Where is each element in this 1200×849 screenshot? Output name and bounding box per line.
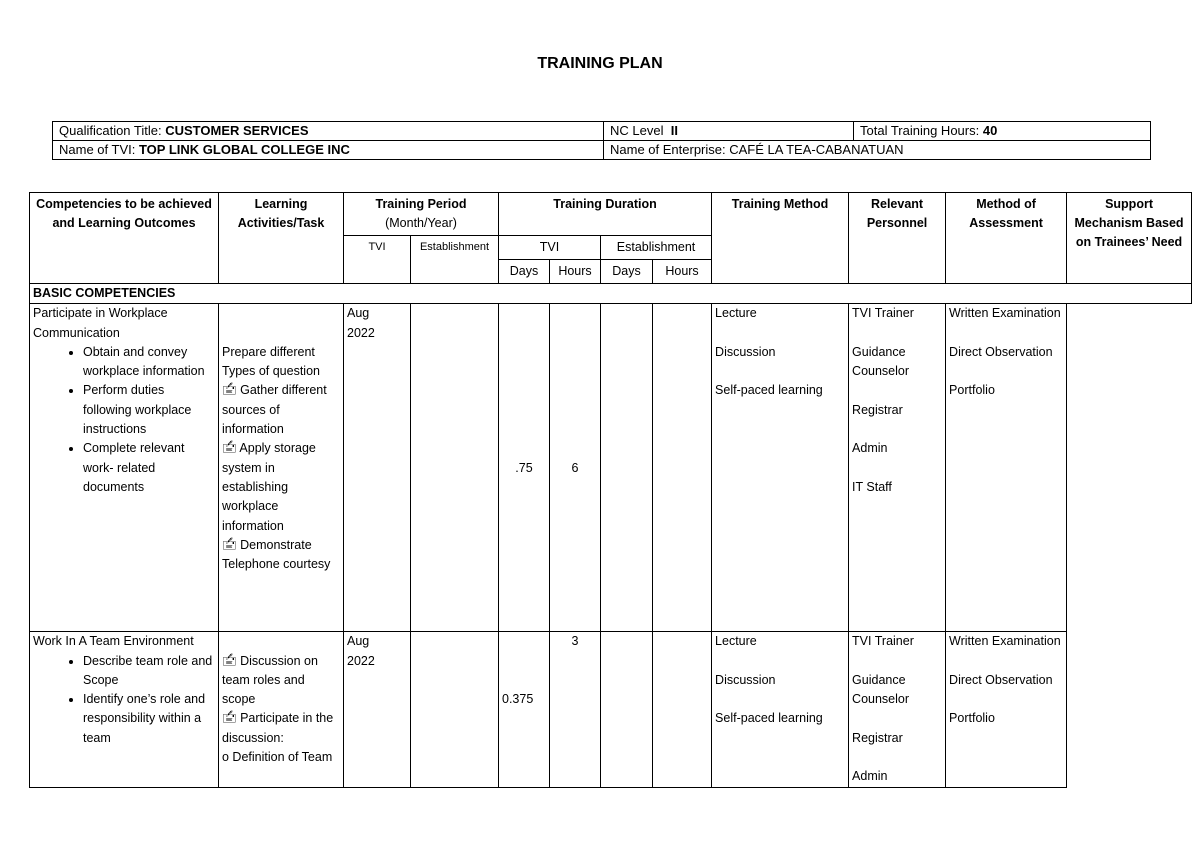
header-tvi-hours: Hours: [550, 260, 601, 284]
header-relevant-personnel: Relevant Personnel: [849, 193, 946, 284]
learning-outcome: • Describe team role and Scope: [83, 652, 215, 691]
header-duration-establishment: Establishment: [601, 236, 712, 260]
qualification-value: CUSTOMER SERVICES: [165, 123, 309, 138]
header-est-days: Days: [601, 260, 653, 284]
header-duration-tvi: TVI: [499, 236, 601, 260]
page-title: TRAINING PLAN: [537, 55, 663, 72]
period-establishment-cell: [411, 304, 499, 632]
est-hours-cell: [653, 632, 712, 787]
training-method: Self-paced learning: [715, 711, 823, 726]
learning-activity: 🖆 Participate in the discussion:: [222, 711, 334, 745]
training-method: Discussion: [715, 672, 776, 687]
assessment-item: Written Examination: [949, 306, 1061, 321]
enterprise-label: Name of Enterprise:: [610, 142, 726, 157]
header-training-period: [344, 193, 499, 236]
training-method: Lecture: [715, 306, 757, 321]
period-tvi-cell: [344, 304, 411, 632]
learning-activity: 🖆 Gather different sources of information: [222, 383, 327, 437]
period-year: 2022: [347, 653, 375, 668]
training-method-cell: [712, 304, 849, 632]
training-method: Lecture: [715, 634, 757, 649]
period-year: 2022: [347, 325, 375, 340]
est-days-cell: [601, 632, 653, 787]
learning-outcome: • Perform duties following workplace instructions: [83, 381, 215, 439]
qualification-label: Qualification Title:: [59, 123, 162, 138]
personnel-item: Guidance Counselor: [852, 672, 910, 707]
enterprise-cell: [604, 141, 1151, 160]
qualification-info-table: [52, 121, 1151, 160]
total-hours-cell: [854, 122, 1151, 141]
learning-outcome: • Complete relevant work- related documents: [83, 439, 215, 497]
learning-outcome: • Obtain and convey workplace information: [83, 343, 215, 382]
tvi-days-cell: [499, 632, 550, 787]
learning-activity: 🖆 Apply storage system in establishing workplace information: [222, 441, 316, 533]
nc-level-label: NC Level: [610, 123, 664, 138]
nc-level-value: II: [670, 123, 678, 138]
training-method-cell: [712, 632, 849, 787]
learning-outcomes-list: [33, 652, 215, 748]
section-basic-competencies: BASIC COMPETENCIES: [30, 284, 1192, 304]
period-month: Aug: [347, 306, 370, 321]
header-competencies: Competencies to be achieved and Learning Outcomes: [30, 193, 219, 284]
assessment-item: Portfolio: [949, 383, 995, 398]
header-est-hours: Hours: [653, 260, 712, 284]
support-mechanism-cell: [1067, 304, 1192, 632]
header-period-label: Training Period: [375, 197, 467, 211]
est-hours-cell: [653, 304, 712, 632]
tvi-name-cell: [53, 141, 604, 160]
period-tvi-cell: [344, 632, 411, 787]
personnel-cell: [849, 632, 946, 787]
enterprise-value: CAFÉ LA TEA-CABANATUAN: [729, 142, 904, 157]
header-method-assessment: Method of Assessment: [946, 193, 1067, 284]
tvi-days-cell: [499, 304, 550, 632]
personnel-item: IT Staff: [852, 479, 892, 494]
period-month: Aug: [347, 634, 370, 649]
tvi-hours-cell: [550, 304, 601, 632]
personnel-item: Registrar: [852, 402, 903, 417]
learning-activity: 🖆 Demonstrate Telephone courtesy: [222, 537, 331, 572]
tvi-value: TOP LINK GLOBAL COLLEGE INC: [138, 142, 350, 157]
assessment-item: Direct Observation: [949, 672, 1053, 687]
header-period-tvi: TVI: [344, 236, 411, 284]
learning-outcomes-list: [33, 343, 215, 497]
competency-cell: [30, 632, 219, 787]
learning-activity: Prepare different Types of question: [222, 344, 320, 379]
header-tvi-days: Days: [499, 260, 550, 284]
tvi-label: Name of TVI:: [59, 142, 136, 157]
support-mechanism-cell: [1067, 632, 1192, 787]
tvi-days-value: .75: [515, 460, 533, 475]
assessment-cell: [946, 632, 1067, 787]
header-support-mechanism: Support Mechanism Based on Trainees’ Need: [1067, 193, 1192, 284]
nc-level-cell: [604, 122, 854, 141]
header-activities: Learning Activities/Task: [219, 193, 344, 284]
personnel-item: Admin: [852, 441, 888, 456]
training-method: Discussion: [715, 344, 776, 359]
period-establishment-cell: [411, 632, 499, 787]
training-method: Self-paced learning: [715, 383, 823, 398]
learning-outcome: • Identify one’s role and responsibility within a team: [83, 690, 215, 748]
qualification-title-cell: [53, 122, 604, 141]
competency-title: Participate in Workplace Communication: [33, 306, 168, 340]
header-training-method: Training Method: [712, 193, 849, 284]
header-period-sub: (Month/Year): [385, 216, 457, 230]
tvi-hours-cell: [550, 632, 601, 787]
total-hours-value: 40: [982, 123, 998, 138]
personnel-item: Guidance Counselor: [852, 344, 910, 379]
est-days-cell: [601, 304, 653, 632]
assessment-item: Portfolio: [949, 711, 995, 726]
assessment-cell: [946, 304, 1067, 632]
personnel-cell: [849, 304, 946, 632]
training-plan-table: [29, 192, 1192, 788]
header-period-establishment: Establishment: [411, 236, 499, 284]
activities-cell: [219, 632, 344, 787]
assessment-item: Written Examination: [949, 634, 1061, 649]
tvi-hours-value: 3: [571, 634, 579, 649]
assessment-item: Direct Observation: [949, 344, 1053, 359]
tvi-hours-value: 6: [571, 460, 579, 475]
competency-title: Work In A Team Environment: [33, 634, 194, 649]
learning-activity: o Definition of Team: [222, 750, 333, 765]
learning-activity: 🖆 Discussion on team roles and scope: [222, 653, 318, 707]
activities-cell: [219, 304, 344, 632]
personnel-item: Registrar: [852, 730, 903, 745]
personnel-item: Admin: [852, 769, 888, 784]
competency-cell: [30, 304, 219, 632]
personnel-item: TVI Trainer: [852, 306, 914, 321]
personnel-item: TVI Trainer: [852, 634, 914, 649]
header-training-duration: Training Duration: [499, 193, 712, 236]
total-hours-label: Total Training Hours:: [860, 123, 980, 138]
tvi-days-value: 0.375: [502, 692, 534, 707]
